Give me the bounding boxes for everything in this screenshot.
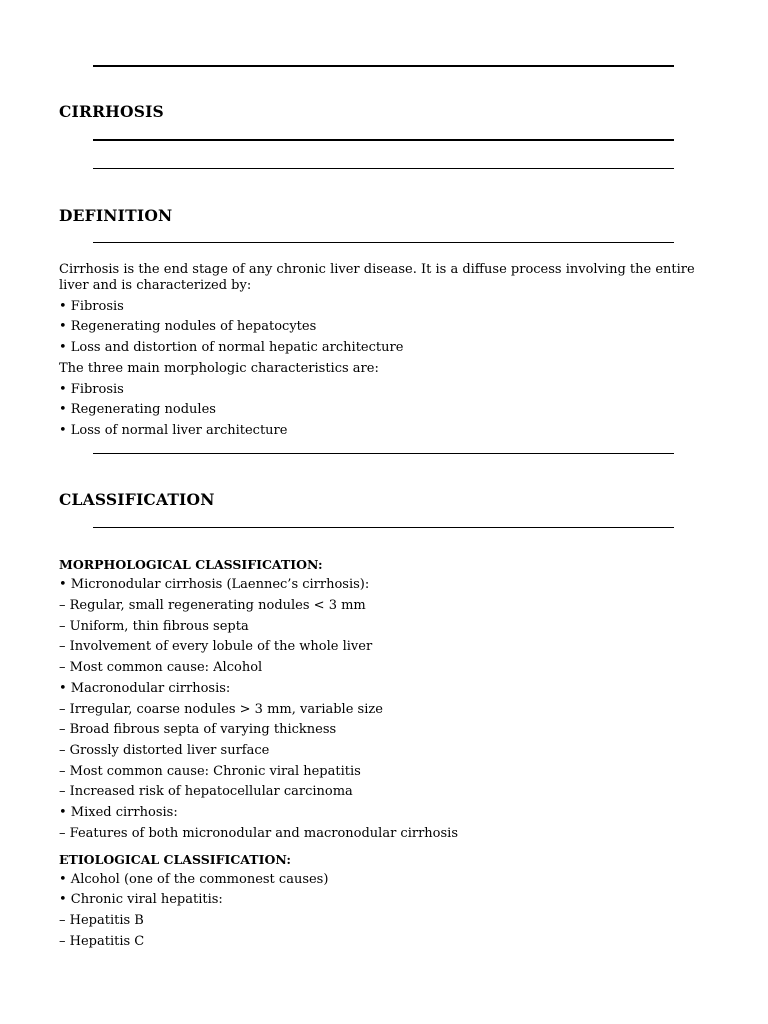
etio-line: • Alcohol (one of the commonest causes) — [59, 872, 329, 887]
rule-section-1 — [93, 168, 674, 169]
definition-item: • Fibrosis — [59, 382, 124, 397]
definition-lead: The three main morphologic characteristics are: — [59, 361, 379, 376]
etiological-heading: ETIOLOGICAL CLASSIFICATION: — [59, 852, 291, 867]
rule-definition — [93, 242, 674, 243]
section-heading-definition: DEFINITION — [59, 206, 173, 225]
morph-line: – Broad fibrous septa of varying thickness — [59, 722, 337, 737]
morphological-heading: MORPHOLOGICAL CLASSIFICATION: — [59, 557, 323, 572]
definition-intro: Cirrhosis is the end stage of any chronic liver disease. It is a diffuse process involving the entire liver and is characterized by: — [59, 262, 695, 293]
section-heading-classification: CLASSIFICATION — [59, 490, 215, 509]
rule-title-bottom — [93, 139, 674, 141]
definition-item: • Loss and distortion of normal hepatic architecture — [59, 340, 404, 355]
definition-item: • Regenerating nodules — [59, 402, 216, 417]
morph-line: – Grossly distorted liver surface — [59, 743, 270, 758]
rule-top — [93, 65, 674, 67]
morph-line: – Most common cause: Chronic viral hepatitis — [59, 764, 361, 779]
morph-line: – Features of both micronodular and macronodular cirrhosis — [59, 826, 458, 841]
page-title: CIRRHOSIS — [59, 102, 164, 121]
morph-line: – Involvement of every lobule of the whole liver — [59, 639, 373, 654]
definition-item: • Regenerating nodules of hepatocytes — [59, 319, 317, 334]
morph-line: • Micronodular cirrhosis (Laennec’s cirrhosis): — [59, 577, 370, 592]
definition-item: • Loss of normal liver architecture — [59, 423, 288, 438]
rule-definition-end — [93, 453, 674, 454]
etio-line: – Hepatitis C — [59, 934, 145, 949]
morph-line: – Uniform, thin fibrous septa — [59, 619, 249, 634]
definition-item: • Fibrosis — [59, 299, 124, 314]
morph-line: – Most common cause: Alcohol — [59, 660, 263, 675]
morph-line: – Increased risk of hepatocellular carcinoma — [59, 784, 353, 799]
morph-line: – Irregular, coarse nodules > 3 mm, variable size — [59, 702, 383, 717]
morph-line: • Mixed cirrhosis: — [59, 805, 178, 820]
morph-line: • Macronodular cirrhosis: — [59, 681, 231, 696]
etio-line: • Chronic viral hepatitis: — [59, 892, 223, 907]
rule-classification — [93, 527, 674, 528]
etio-line: – Hepatitis B — [59, 913, 144, 928]
morph-line: – Regular, small regenerating nodules < 3 mm — [59, 598, 366, 613]
